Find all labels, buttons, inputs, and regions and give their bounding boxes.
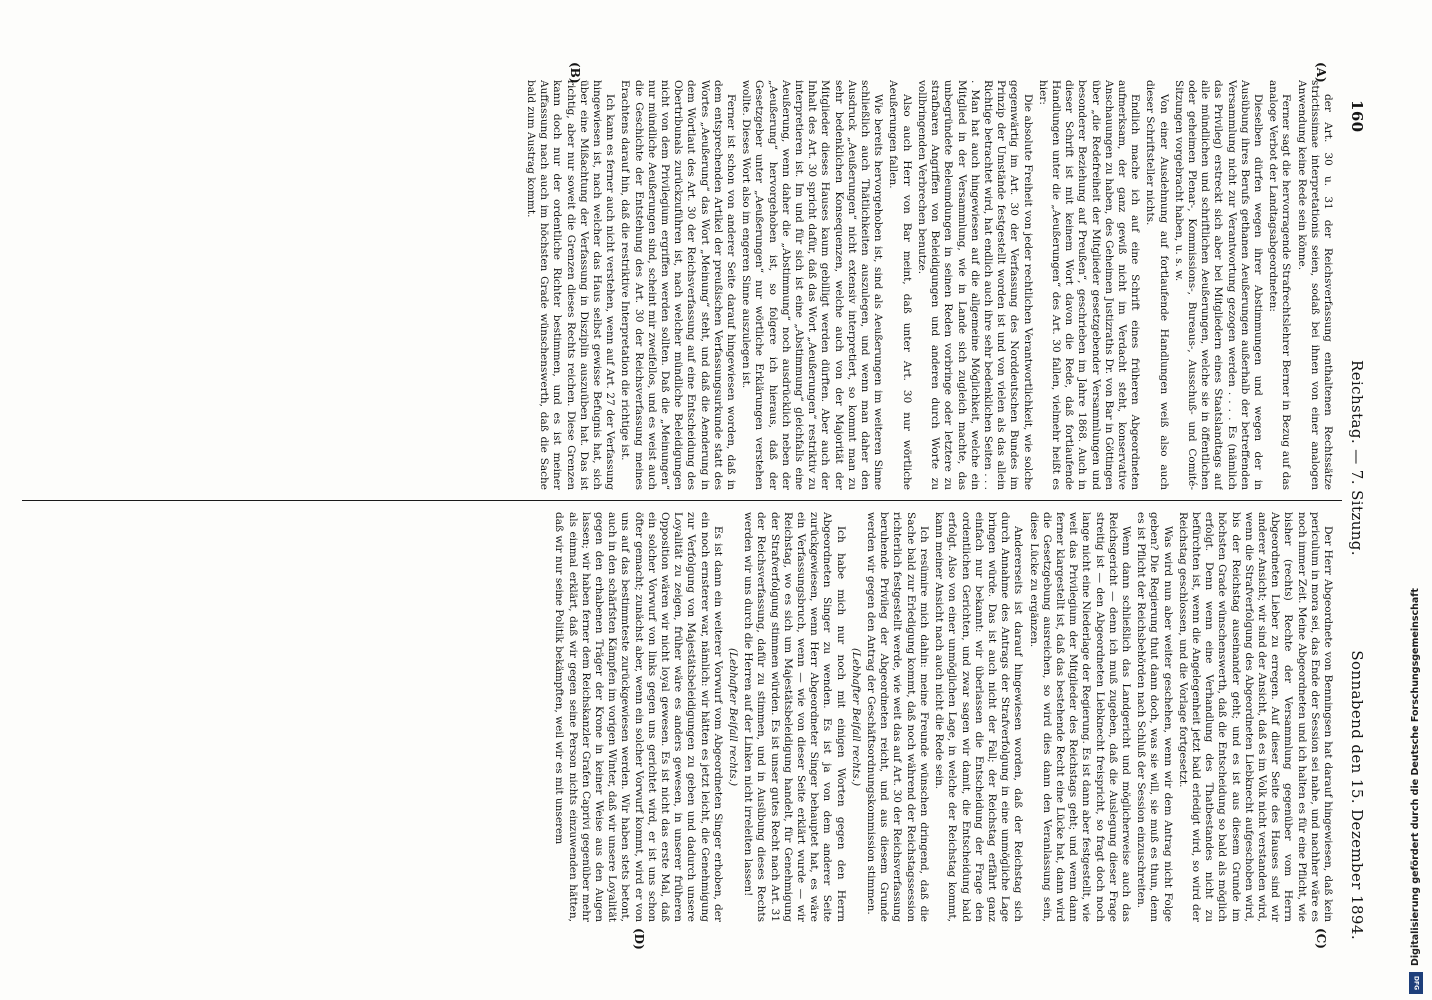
left-column-paragraph: Also auch Herr von Bar meint, daß unter Art. 30 nur wörtliche Aeußerungen fallen. <box>887 80 913 490</box>
margin-mark-d: (D) <box>632 928 646 950</box>
right-column-paragraph: (Lebhafter Beifall rechts.) <box>849 647 862 787</box>
footer-credit-text: Digitalisierung gefördert durch die Deutsche Forschungsgemeinschaft <box>1410 588 1421 966</box>
margin-mark-c: (C) <box>1314 928 1328 949</box>
margin-mark-a: (A) <box>1314 62 1328 83</box>
right-column-paragraph: Es ist dann ein weiterer Vorwurf vom Abgeordneten Singer erhoben, der ein noch ernsterer war, nämlich: wir hätten es jetzt leicht, die Genehmigung zur Verfolgung von Majestätsbeleidigungen zu geben und dadurch unsere Loyalität zu zeigen, früher wäre es anders gewesen, in unserer früheren Opposition wären wir nicht loyal gewesen. Es ist nicht das erste Mal, daß ein solcher Vorwurf von links gegen uns gerichtet wird, er ist uns schon öfter gemacht; zunächst aber, wenn ein solcher Vorwurf kommt, wird er von uns auf das bestimmteste zurückgewiesen werden. Wir haben stets betont, auch in den schärfsten Kämpfen im vorigen Winter, daß wir unsere Loyalität gegen den erhabenen Träger der Krone in keiner Weise aus den Augen lassen; wir haben ferner dem Reichskanzler Grafen Caprivi gegenüber mehr als einmal erklärt, daß wir gegen seine Person nichts einzuwenden hätten, daß wir nur seine Politik bekämpften, weil wir es mit unserem <box>553 512 724 922</box>
left-column-paragraph: Dieselben dürfen wegen ihrer Abstimmungen und wegen der in Ausübung ihres Berufs gethanen Aeußerungen außerhalb der betreffenden Versammlung nicht zur Verantwortung gezogen werden . . . . Es (nämlich das Privileg) erstreckt sich aber bei Mitgliedern eines Staatslandtags auf alle mündlichen und schriftlichen Aeußerungen, welche sie in öffentlichen oder geheimen Plenar-, Kommissions-, Bureaus-, Ausschuß- und Comité-Sitzungen vorgebracht haben, u. s. w. <box>1172 80 1264 490</box>
left-column-paragraph: der Art. 30 u. 31 der Reichsverfassung enthaltenen Rechtssätze strictissimae interpretationis seien, sodaß bei ihnen von einer analogen Anwendung keine Rede sein könne. <box>1295 80 1334 490</box>
left-column-paragraph: Von einer Ausdehnung auf fortlaufende Handlungen weiß also auch dieser Schriftsteller nichts. <box>1144 80 1170 490</box>
right-column-paragraph: Andererseits ist darauf hingewiesen worden, daß der Reichstag sich durch Annahme des Antrags der Strafverfolgung in eine unmögliche Lage bringen würde. Das ist auch nicht der Fall; der Reichstag erfährt ganz einfach nur bekannt: wir überlassen die Entscheidung der Frage den ordentlichen Gerichten, und zwar sagen wir damit, die Entscheidung bald erfolgt. Also von einer unmöglichen Lage, in welche der Reichstag kommt, kann meiner Ansicht nach auch nicht die Rede sein. <box>933 512 1025 922</box>
column-divider <box>22 500 1342 501</box>
page-header <box>1346 20 1366 980</box>
right-column-paragraph: Wenn dann schließlich das Landgericht und möglicherweise auch das Reichsgericht — denn ich muß zugeben, daß die Auslegung dieser Frage streitig ist — den Abgeordneten Liebknecht freispricht, so fragt doch noch lange nicht eine Niederlage der Regierung. Es ist dann aber festgestellt, wie weit das Privilegium der Mitglieder des Reichstags geht; und wenn dann ferner klargestellt ist, daß das bestehende Recht eine Lücke hat, dann wird die Gesetzgebung ausreichen, so wird dies dann den Veranlassung sein, diese Lücke zu ergänzen. <box>1027 512 1132 922</box>
left-column-paragraph: Ich kann es ferner auch nicht verstehen, wenn auf Art. 27 der Verfassung hingewiesen ist, nach welcher das Haus selbst gewisse Befugnis hat, sich über eine Mißachtung der Verfassung in Disziplin auszuüben hat. Das ist richtig, aber nur soweit die Grenzen dieses Rechts reichen. Diese Grenzen kann doch nur der ordentliche Richter bestimmen, und es ist meiner Auffassung nach auch im höchsten Grade wünschenswerth, daß die Sache bald zum Austrag kommt. <box>525 80 617 490</box>
margin-mark-b: (B) <box>568 62 582 84</box>
left-column-paragraph: Wie bereits hervorgehoben ist, sind als Aeußerungen im weiteren Sinne schließlich auch Thätlichkeiten auszulegen, und wenn man daher den Ausdruck „Aeußerungen“ nicht extensiv interpretiert, so kommt man zu sehr bedenklichen Konsequenzen, welche auch von der Majorität der Mitglieder dieses Hauses kaum gebilligt werden dürften. Aber auch der Inhalt des Art. 30 spricht dafür, daß das Wort „Aeußerungen“ restriktiv zu interpretieren ist. Im und für sich ist eine „Abstimmung“ gleichfalls eine Aeußerung, wenn daher die „Abstimmung“ noch ausdrücklich neben der „Aeußerung“ hervorgehoben ist, so folgere ich hieraus, daß der Gesetzgeber unter „Aeußerungen“ nur wörtliche Erklärungen verstehen wollte. Dieses Wort also im engeren Sinne auszulegen ist. <box>740 80 885 490</box>
digitization-footer <box>1404 8 1428 994</box>
running-title: Reichstag. — 7. Sitzung. <box>1348 360 1366 556</box>
session-date: Sonnabend den 15. Dezember 1894. <box>1348 650 1366 940</box>
left-column-paragraph: Ferner sagt die hervorragende Strafrechtslehrer Berner in Bezug auf das analoge Verbot der Landtagsabgeordneten: <box>1267 80 1293 490</box>
right-column-paragraph: (Lebhafter Beifall rechts.) <box>727 647 740 787</box>
page-number: 160 <box>1348 100 1366 133</box>
right-column-paragraph: Ich resümire mich dahin: meine Freunde wünschen dringend, daß die Sache bald zur Erledigung kommt, daß noch während der Reichstagssession richterlich festgestellt werde, wie weit das auf Art. 30 der Reichsverfassung beruhende Privileg der Abgeordneten reicht, und aus diesem Grunde werden wir gegen den Antrag der Geschäftsordnungskommission stimmen. <box>865 512 930 922</box>
left-column-paragraph: Ferner ist schon von anderer Seite darauf hingewiesen worden, daß in dem entsprechenden Artikel der preußischen Verfassungsurkunde statt des Wortes „Aeußerung“ das Wort „Meinung“ steht, und daß die Aenderung in dem Wortlaut des Art. 30 der Reichsverfassung auf eine Entscheidung des Obertribunals zurückzuführen ist, nach welcher mündliche Beleidigungen nicht von dem Privilegium ergriffen werden sollten. Daß die „Meinungen“ nur mündliche Aeußerungen sind, scheint mir zweifellos, und es weist auch die Geschichte der Entstehung des Art. 30 der Reichsverfassung meines Erachtens darauf hin, daß die restriktive Interpretation die richtige ist. <box>619 80 738 490</box>
right-column-paragraph: Der Herr Abgeordnete von Benningsen hat darauf hingewiesen, daß kein periculum in mora sei, das Ende der Session sei nahe, und nachher wäre es noch immer Zeit. Meine Abgeordneten und ich halten es für eine Pflicht, wie bisher (rechts) Rechte der Versammlung gegenüber vom Herrn Abgeordneten Lieber zu erregen. Auf dieser Seite des Hauses sind wir anderer Ansicht; wir sind der Ansicht, daß es im Volk nicht verstanden wird, wenn die Strafverfolgung des Abgeordneten Liebknecht aufgeschoben wird, bis der Reichstag auseinander geht; und es ist aus diesem Grunde im höchsten Grade wünschenswerth, daß die Entscheidung so bald als möglich erfolgt. Denn wenn eine Verhandlung des Thatbestandes nicht zu befürchten ist, wenn die Angelegenheit jetzt bald erledigt wird, so wird der Reichstag geschlossen, und die Vorlage fortgesetzt. <box>1176 512 1334 922</box>
right-text-column <box>14 512 1334 922</box>
dfg-logo-icon: DFG <box>1409 972 1423 994</box>
right-column-paragraph: Ich habe mich nur noch mit einigen Worten gegen den Herrn Abgeordneten Singer zu wenden. Es ist ja von dem anderer Seite zurückgewiesen, wenn Herr Abgeordneter Singer behauptet hat, es wäre ein Verfassungsbruch, wenn — wie von dieser Seite erklärt wurde — wir Reichstag, wo es sich um Majestätsbeleidigung handelt, für Genehmigung der Strafverfolgung stimmen würden. Es ist unser gutes Recht nach Art. 31 der Reichsverfassung, dafür zu stimmen, und in Ausübung dieses Rechts werden wir uns durch die Herren auf der Linken nicht irreleiten lassen! <box>742 512 847 922</box>
left-text-column <box>14 80 1334 490</box>
left-column-paragraph: Endlich mache ich auf eine Schrift eines früheren Abgeordneten aufmerksam, der ganz gewiß nicht im Verdacht steht, konservative Anschauungen zu haben, des Geheimen Justizraths Dr. von Bar in Göttingen über „die Redefreiheit der Mitglieder gesetzgebender Versammlungen und besonderer Beziehung auf Preußen“, geschrieben im Jahre 1868. Auch in dieser Schrift ist mit keinem Wort davon die Rede, daß fortlaufende Handlungen unter die „Aeußerungen“ des Art. 30 fallen, vielmehr heißt es hier: <box>1036 80 1142 490</box>
right-column-paragraph: Was wird nun aber weiter geschehen, wenn wir dem Antrag nicht Folge geben? Die Regierung thut dann doch, was sie will, sie muß es thun, denn es ist Pflicht der Reichsbehörden nach Schluß der Session einzuschreiten. <box>1135 512 1174 922</box>
left-column-paragraph: Die absolute Freiheit von jeder rechtlichen Verantwortlichkeit, wie solche gegenwärtig im Art. 30 der Verfassung des Norddeutschen Bundes im Prinzip der Umstände festgestellt worden ist und von vielen als das allein Richtige betrachtet wird, hat endlich auch ihre sehr bedenklichen Seiten . . . . Man hat auch hingewiesen auf die allgemeine Möglichkeit, welche ein Mitglied in der Versammlung, wie in Lande sich zugleich machte, das unbegründete Beleumdungen in seinen Reden vorbringe oder letztere zu strafbaren Angriffen von Beleidigungen und anderen durch Worte zu vollbringenden Verbrechen benutze. <box>915 80 1034 490</box>
